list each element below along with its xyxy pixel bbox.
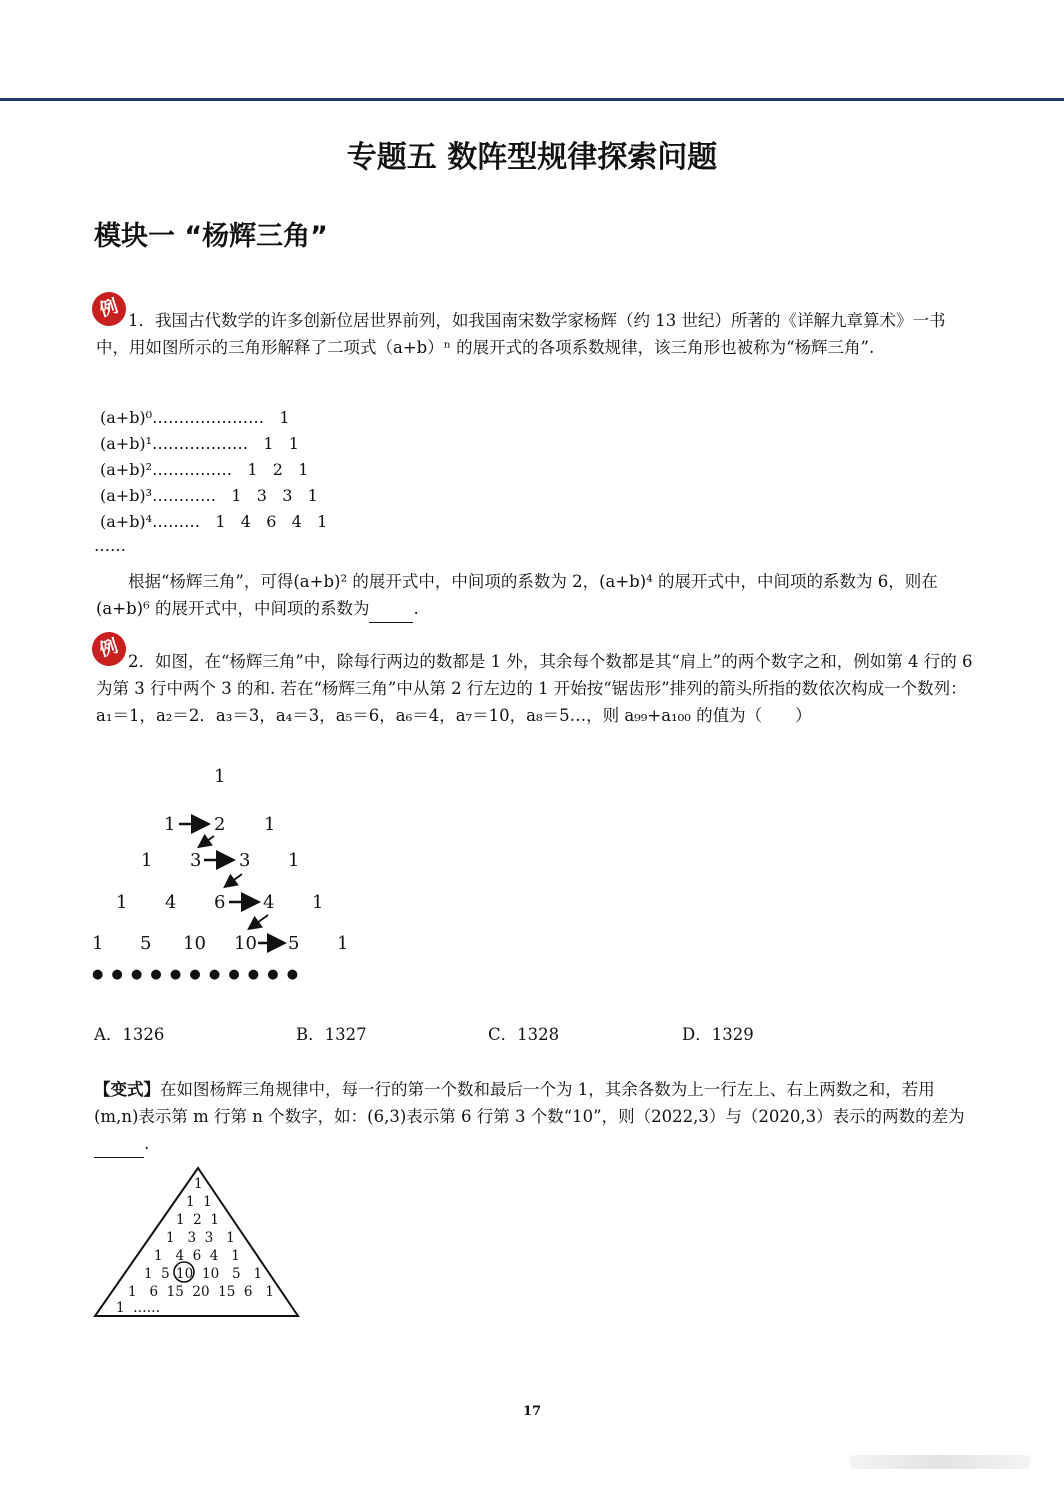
variant-row: 1 5 [144, 1266, 170, 1282]
option-b: B．1327 [296, 1025, 367, 1044]
triangle-number: 3 [190, 850, 202, 871]
option-d: D．1329 [682, 1025, 754, 1044]
triangle-number: 6 [214, 892, 226, 913]
example1-question [96, 568, 976, 623]
expansion-row: (a+b)³………… 1 3 3 1 [100, 486, 318, 505]
variant-row: 1 …… [116, 1300, 161, 1316]
example1-text: 1．我国古代数学的许多创新位居世界前列，如我国南宋数学家杨辉（约 13 世纪）所著的《详解九章算术》一书中，用如图所示的三角形解释了二项式（a+b）ⁿ 的展开式的各项系数规律，该三角形也被称为“杨辉三角”. [96, 311, 946, 357]
triangle-number: 4 [263, 892, 275, 913]
variant-paragraph [94, 1076, 976, 1158]
variant-row: 1 2 1 [176, 1212, 219, 1228]
header-rule [0, 98, 1064, 101]
triangle-number: 1 [116, 892, 128, 913]
triangle-number: 5 [288, 933, 300, 954]
variant-row: 1 [194, 1176, 203, 1192]
triangle-number: 1 [92, 933, 104, 954]
zigzag-triangle [0, 760, 1064, 990]
variant-text: 在如图杨辉三角规律中，每一行的第一个数和最后一个为 1，其余各数为上一行左上、右上两数之和，若用(m,n)表示第 m 行第 n 个数字，如：(6,3)表示第 6 行第 3 个数“10”，则（2022,3）与（2020,3）表示的两数的差为 [94, 1080, 965, 1126]
triangle-number: 10 [183, 933, 206, 954]
triangle-number: 2 [214, 814, 226, 835]
page-number: 17 [522, 1404, 542, 1419]
expansion-ellipsis: …… [94, 536, 126, 555]
page-title: 专题五 数阵型规律探索问题 [346, 140, 718, 175]
expansion-row: (a+b)⁴……… 1 4 6 4 1 [100, 512, 328, 531]
module-heading: 模块一 “杨辉三角” [94, 221, 328, 252]
variant-row: 1 4 6 4 1 [154, 1248, 240, 1264]
arrow-down-left [250, 915, 268, 928]
answer-blank [94, 1130, 144, 1158]
answer-blank [369, 595, 413, 623]
variant-text-end: . [144, 1134, 150, 1153]
variant-row: 1 1 [186, 1194, 212, 1210]
variant-row: 10 5 1 [202, 1266, 263, 1282]
option-a: A．1326 [94, 1025, 165, 1044]
expansion-row: (a+b)¹……………… 1 1 [100, 434, 299, 453]
variant-circled-number: 10 [176, 1266, 194, 1282]
triangle-number: 1 [264, 814, 276, 835]
example-badge-1: 例 [88, 288, 131, 331]
expansion-row: (a+b)²…………… 1 2 1 [100, 460, 309, 479]
bottom-watermark-bar [850, 1455, 1030, 1469]
example1-question-text: 根据“杨辉三角”，可得(a+b)² 的展开式中，中间项的系数为 2，(a+b)⁴ 的展开式中，中间项的系数为 6，则在(a+b)⁶ 的展开式中，中间项的系数为 [96, 572, 938, 618]
option-c: C．1328 [488, 1025, 560, 1044]
triangle-number: 1 [214, 766, 226, 787]
triangle-dots: ● ● ● ● ● ● ● ● ● ● ● [92, 967, 301, 982]
triangle-number: 1 [164, 814, 176, 835]
arrow-down-left [226, 874, 242, 886]
example-badge-2: 例 [88, 628, 131, 671]
triangle-number: 3 [239, 850, 251, 871]
triangle-number: 1 [312, 892, 324, 913]
triangle-number: 1 [288, 850, 300, 871]
variant-row: 1 6 15 20 15 6 1 [128, 1284, 274, 1300]
arrow-down-left [200, 836, 214, 846]
example2-text: 2．如图，在“杨辉三角”中，除每行两边的数都是 1 外，其余每个数都是其“肩上”的两个数字之和，例如第 4 行的 6 为第 3 行中两个 3 的和. 若在“杨辉三角”中从第 2 行左边的 1 开始按“锯齿形”排列的箭头所指的数依次构成一个数列：a₁＝1，a₂＝2．a₃＝3，a₄＝3，a₅＝6，a₆＝4，a₇＝10，a₈＝5…，则 a₉₉+a₁₀₀ 的值为（ ） [96, 652, 973, 725]
example1-question-end: . [413, 599, 419, 618]
variant-triangle-figure [90, 1164, 305, 1320]
triangle-number: 10 [234, 933, 257, 954]
triangle-number: 1 [141, 850, 153, 871]
zigzag-arrows [0, 760, 400, 990]
triangle-number: 5 [140, 933, 152, 954]
triangle-number: 1 [337, 933, 349, 954]
expansion-row: (a+b)⁰………………… 1 [100, 408, 290, 427]
triangle-number: 4 [165, 892, 177, 913]
variant-row: 1 3 3 1 [166, 1230, 235, 1246]
variant-label: 【变式】 [94, 1080, 160, 1099]
